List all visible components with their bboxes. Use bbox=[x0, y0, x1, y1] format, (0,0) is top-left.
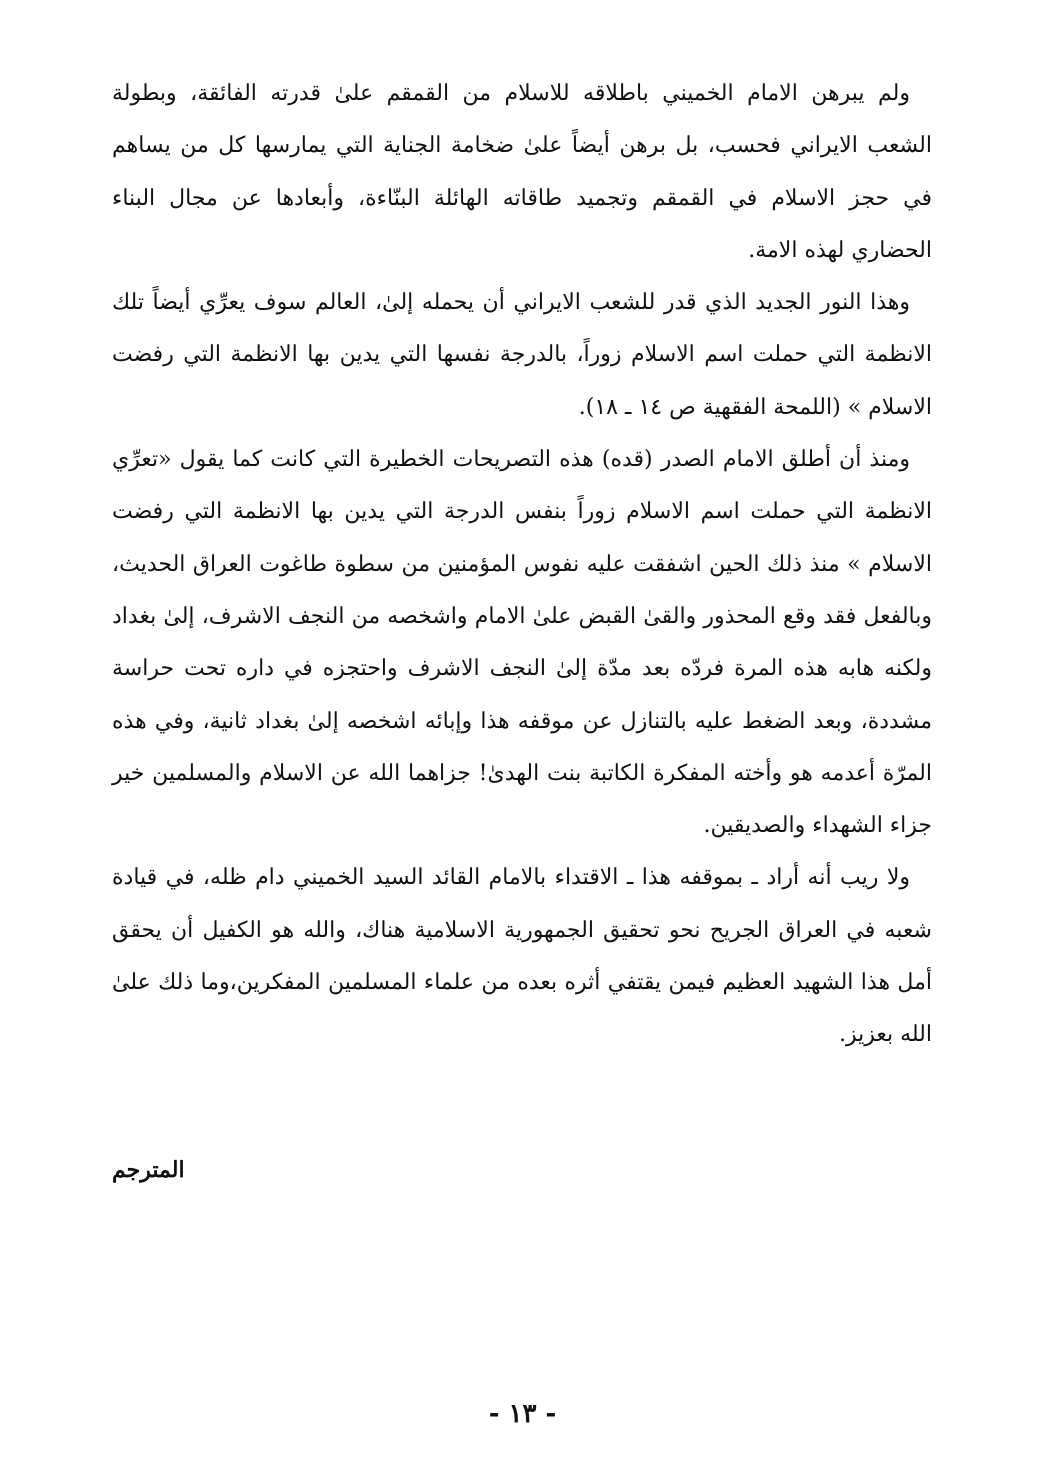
page-number: - ١٣ - bbox=[488, 1399, 557, 1429]
translator-signature: المترجم bbox=[112, 1157, 185, 1183]
paragraph-3: ومنذ أن أطلق الامام الصدر (قده) هذه التصريحات الخطيرة التي كانت كما يقول «تعرِّي الانظمة التي حملت اسم الاسلام زوراً بنفس الدرجة التي يدين بها الانظمة التي رفضت الاسلام » منذ ذلك الحين اشفقت عليه نفوس المؤمنين من سطوة طاغوت العراق الحديث، وبالفعل فقد وقع المحذور والقىٰ القبض علىٰ الامام واشخصه من النجف الاشرف، إلىٰ بغداد ولكنه هابه هذه المرة فردّه بعد مدّة إلىٰ النجف الاشرف واحتجزه في داره تحت حراسة مشددة، وبعد الضغط عليه بالتنازل عن موقفه هذا وإبائه اشخصه إلىٰ بغداد ثانية، وفي هذه المرّة أعدمه هو وأخته المفكرة الكاتبة بنت الهدىٰ! جزاهما الله عن الاسلام والمسلمين خير جزاء الشهداء والصديقين. bbox=[112, 447, 932, 839]
paragraph-2: وهذا النور الجديد الذي قدر للشعب الايراني أن يحمله إلىٰ، العالم سوف يعرِّي أيضاً تلك الانظمة التي حملت اسم الاسلام زوراً، بالدرجة نفسها التي يدين بها الانظمة التي رفضت الاسلام » (اللمحة الفقهية ص ١٤ ـ ١٨). bbox=[112, 290, 932, 420]
body-text bbox=[112, 68, 932, 1062]
paragraph-4: ولا ريب أنه أراد ـ بموقفه هذا ـ الاقتداء بالامام القائد السيد الخميني دام ظله، في قيادة شعبه في العراق الجريح نحو تحقيق الجمهورية الاسلامية هناك، والله هو الكفيل أن يحقق أمل هذا الشهيد العظيم فيمن يقتفي أثره بعده من علماء المسلمين المفكرين،وما ذلك علىٰ الله بعزيز. bbox=[112, 865, 932, 1048]
paragraph-1: ولم يبرهن الامام الخميني باطلاقه للاسلام من القمقم علىٰ قدرته الفائقة، وبطولة الشعب الايراني فحسب، بل برهن أيضاً علىٰ ضخامة الجناية التي يمارسها كل من يساهم في حجز الاسلام في القمقم وتجميد طاقاته الهائلة البنّاءة، وأبعادها عن مجال البناء الحضاري لهذه الامة. bbox=[112, 81, 932, 263]
